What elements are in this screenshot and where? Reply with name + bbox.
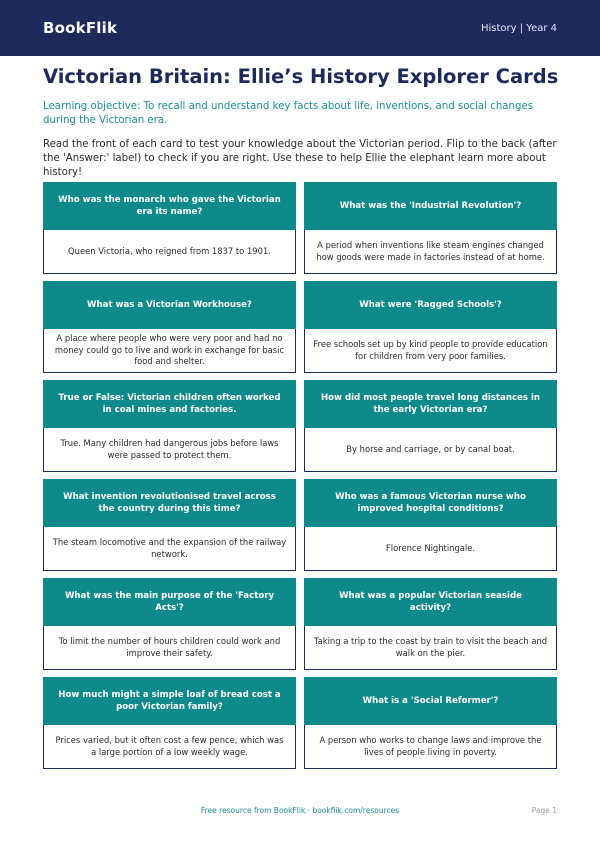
card-question: What was a Victorian Workhouse? [43,281,296,329]
footer-link[interactable]: Free resource from BookFlik · bookflik.com/resources [200,806,400,815]
card-question: What is a 'Social Reformer'? [304,677,557,725]
flash-card [304,677,557,769]
flash-card [43,182,296,274]
card-answer: Prices varied, but it often cost a few pence, which was a large portion of a low weekly wage. [43,725,296,769]
flash-card [304,182,557,274]
flash-card [43,479,296,571]
card-question: How did most people travel long distances in the early Victorian era? [304,380,557,428]
page-number: Page 1 [531,806,557,815]
flash-card [304,281,557,373]
card-answer: True. Many children had dangerous jobs before laws were passed to protect them. [43,428,296,472]
card-answer: Free schools set up by kind people to provide education for children from very poor families. [304,329,557,373]
card-answer: By horse and carriage, or by canal boat. [304,428,557,472]
page-title: Victorian Britain: Ellie’s History Explorer Cards [43,65,559,88]
card-answer: A person who works to change laws and improve the lives of people living in poverty. [304,725,557,769]
card-question: Who was a famous Victorian nurse who improved hospital conditions? [304,479,557,527]
card-question: How much might a simple loaf of bread cost a poor Victorian family? [43,677,296,725]
card-question: What was a popular Victorian seaside activity? [304,578,557,626]
card-question: What invention revolutionised travel across the country during this time? [43,479,296,527]
card-question: What was the main purpose of the 'Factory Acts'? [43,578,296,626]
flash-card [43,281,296,373]
intro-text: Read the front of each card to test your knowledge about the Victorian period. Flip to the back (after the 'Answer:' label) to check if you are right. Use these to help Ellie the elephant learn more about history! [43,139,557,178]
card-question: True or False: Victorian children often worked in coal mines and factories. [43,380,296,428]
card-answer: Queen Victoria, who reigned from 1837 to 1901. [43,230,296,274]
card-question: Who was the monarch who gave the Victorian era its name? [43,182,296,230]
card-answer: To limit the number of hours children could work and improve their safety. [43,626,296,670]
site-header [0,0,600,56]
card-question: What was the 'Industrial Revolution'? [304,182,557,230]
card-answer: A period when inventions like steam engines changed how goods were made in factories instead of at home. [304,230,557,274]
card-grid [43,182,557,769]
flash-card [304,578,557,670]
flash-card [304,479,557,571]
brand-logo[interactable]: BookFlik [43,19,118,37]
breadcrumb: History | Year 4 [480,22,557,34]
flash-card [43,380,296,472]
flash-card [43,677,296,769]
card-question: What were 'Ragged Schools'? [304,281,557,329]
card-answer: Taking a trip to the coast by train to visit the beach and walk on the pier. [304,626,557,670]
flash-card [43,578,296,670]
flash-card [304,380,557,472]
card-answer: Florence Nightingale. [304,527,557,571]
card-answer: The steam locomotive and the expansion of the railway network. [43,527,296,571]
card-answer: A place where people who were very poor and had no money could go to live and work in exchange for basic food and shelter. [43,329,296,373]
learning-objective: Learning objective: To recall and understand key facts about life, inventions, and social changes during the Victorian era. [43,101,534,126]
